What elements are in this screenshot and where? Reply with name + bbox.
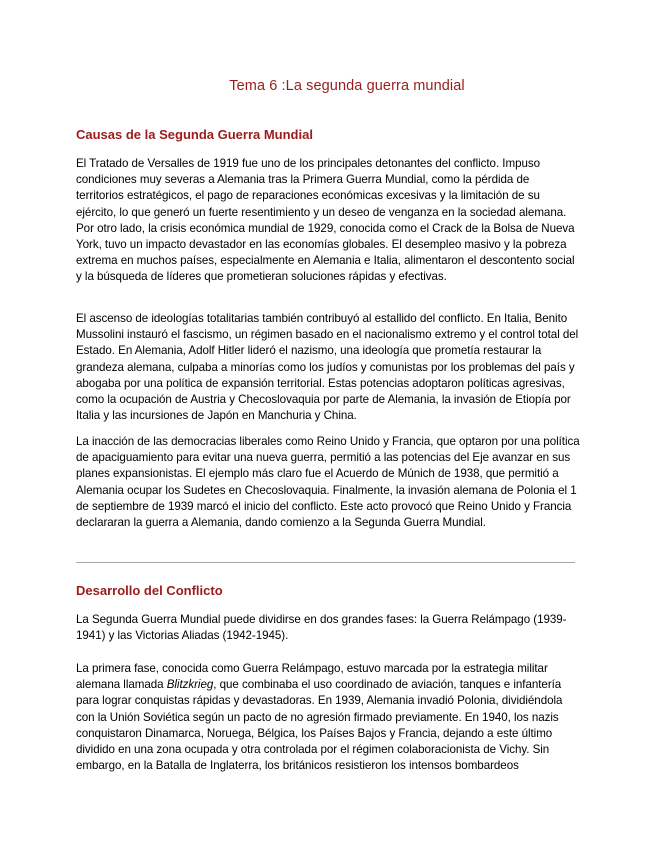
paragraph: El ascenso de ideologías totalitarias también contribuyó al estallido del conflicto. En Italia, Benito Mussolini instauró el fascismo, un régimen basado en el nacionalismo extremo y el control total del Estado. En Alemania, Adolf Hitler lideró el nazismo, una ideología que prometía restaurar la grandeza alemana, culpaba a minorías como los judíos y comunistas por los problemas del país y abogaba por una política de expansión territorial. Estas potencias adoptaron políticas agresivas, como la ocupación de Austria y Checoslovaquia por parte de Alemania, la invasión de Etiopía por Italia y las incursiones de Japón en Manchuria y China. (76, 312, 579, 423)
italic-term: Blitzkrieg (166, 678, 214, 692)
paragraph-text: La primera fase, conocida como Guerra Relámpago, estuvo marcada por la estrategia militar alemana llamada (76, 662, 548, 692)
section-heading-causas: Causas de la Segunda Guerra Mundial (76, 127, 313, 142)
section-divider (76, 562, 575, 563)
paragraph-text: , que combinaba el uso coordinado de aviación, tanques e infantería para lograr conquistas rápidas y devastadoras. En 1939, Alemania invadió Polonia, dividiéndola con la Unión Soviética según un pacto de no agresión firmado previamente. En 1940, los nazis conquistaron Dinamarca, Noruega, Bélgica, los Países Bajos y Francia, dejando a este último dividido en una zona ocupada y otra controlada por el régimen colaboracionista de Vichy. Sin embargo, en la Batalla de Inglaterra, los británicos resistieron los intensos bombardeos (76, 678, 563, 773)
paragraph: El Tratado de Versalles de 1919 fue uno de los principales detonantes del conflicto. Impuso condiciones muy severas a Alemania tras la Primera Guerra Mundial, como la pérdida de territorios estratégicos, el pago de reparaciones económicas excesivas y la limitación de su ejército, lo que generó un fuerte resentimiento y un deseo de venganza en la sociedad alemana. Por otro lado, la crisis económica mundial de 1929, conocida como el Crack de la Bolsa de Nueva York, tuvo un impacto devastador en las economías globales. El desempleo masivo y la pobreza extrema en muchos países, especialmente en Alemania e Italia, alimentaron el descontento social y la búsqueda de líderes que prometieran soluciones rápidas y efectivas. (76, 157, 575, 284)
paragraph-blitzkrieg (76, 661, 580, 774)
section-heading-desarrollo: Desarrollo del Conflicto (76, 583, 223, 598)
document-title: Tema 6 :La segunda guerra mundial (229, 78, 465, 94)
paragraph: La inacción de las democracias liberales como Reino Unido y Francia, que optaron por una política de apaciguamiento para evitar una nueva guerra, permitió a las potencias del Eje avanzar en sus planes expansionistas. El ejemplo más claro fue el Acuerdo de Múnich de 1938, que permitió a Alemania ocupar los Sudetes en Checoslovaquia. Finalmente, la invasión alemana de Polonia el 1 de septiembre de 1939 marcó el inicio del conflicto. Este acto provocó que Reino Unido y Francia declararan la guerra a Alemania, dando comienzo a la Segunda Guerra Mundial. (76, 435, 580, 530)
paragraph: La Segunda Guerra Mundial puede dividirse en dos grandes fases: la Guerra Relámpago (1939-1941) y las Victorias Aliadas (1942-1945). (76, 613, 567, 643)
